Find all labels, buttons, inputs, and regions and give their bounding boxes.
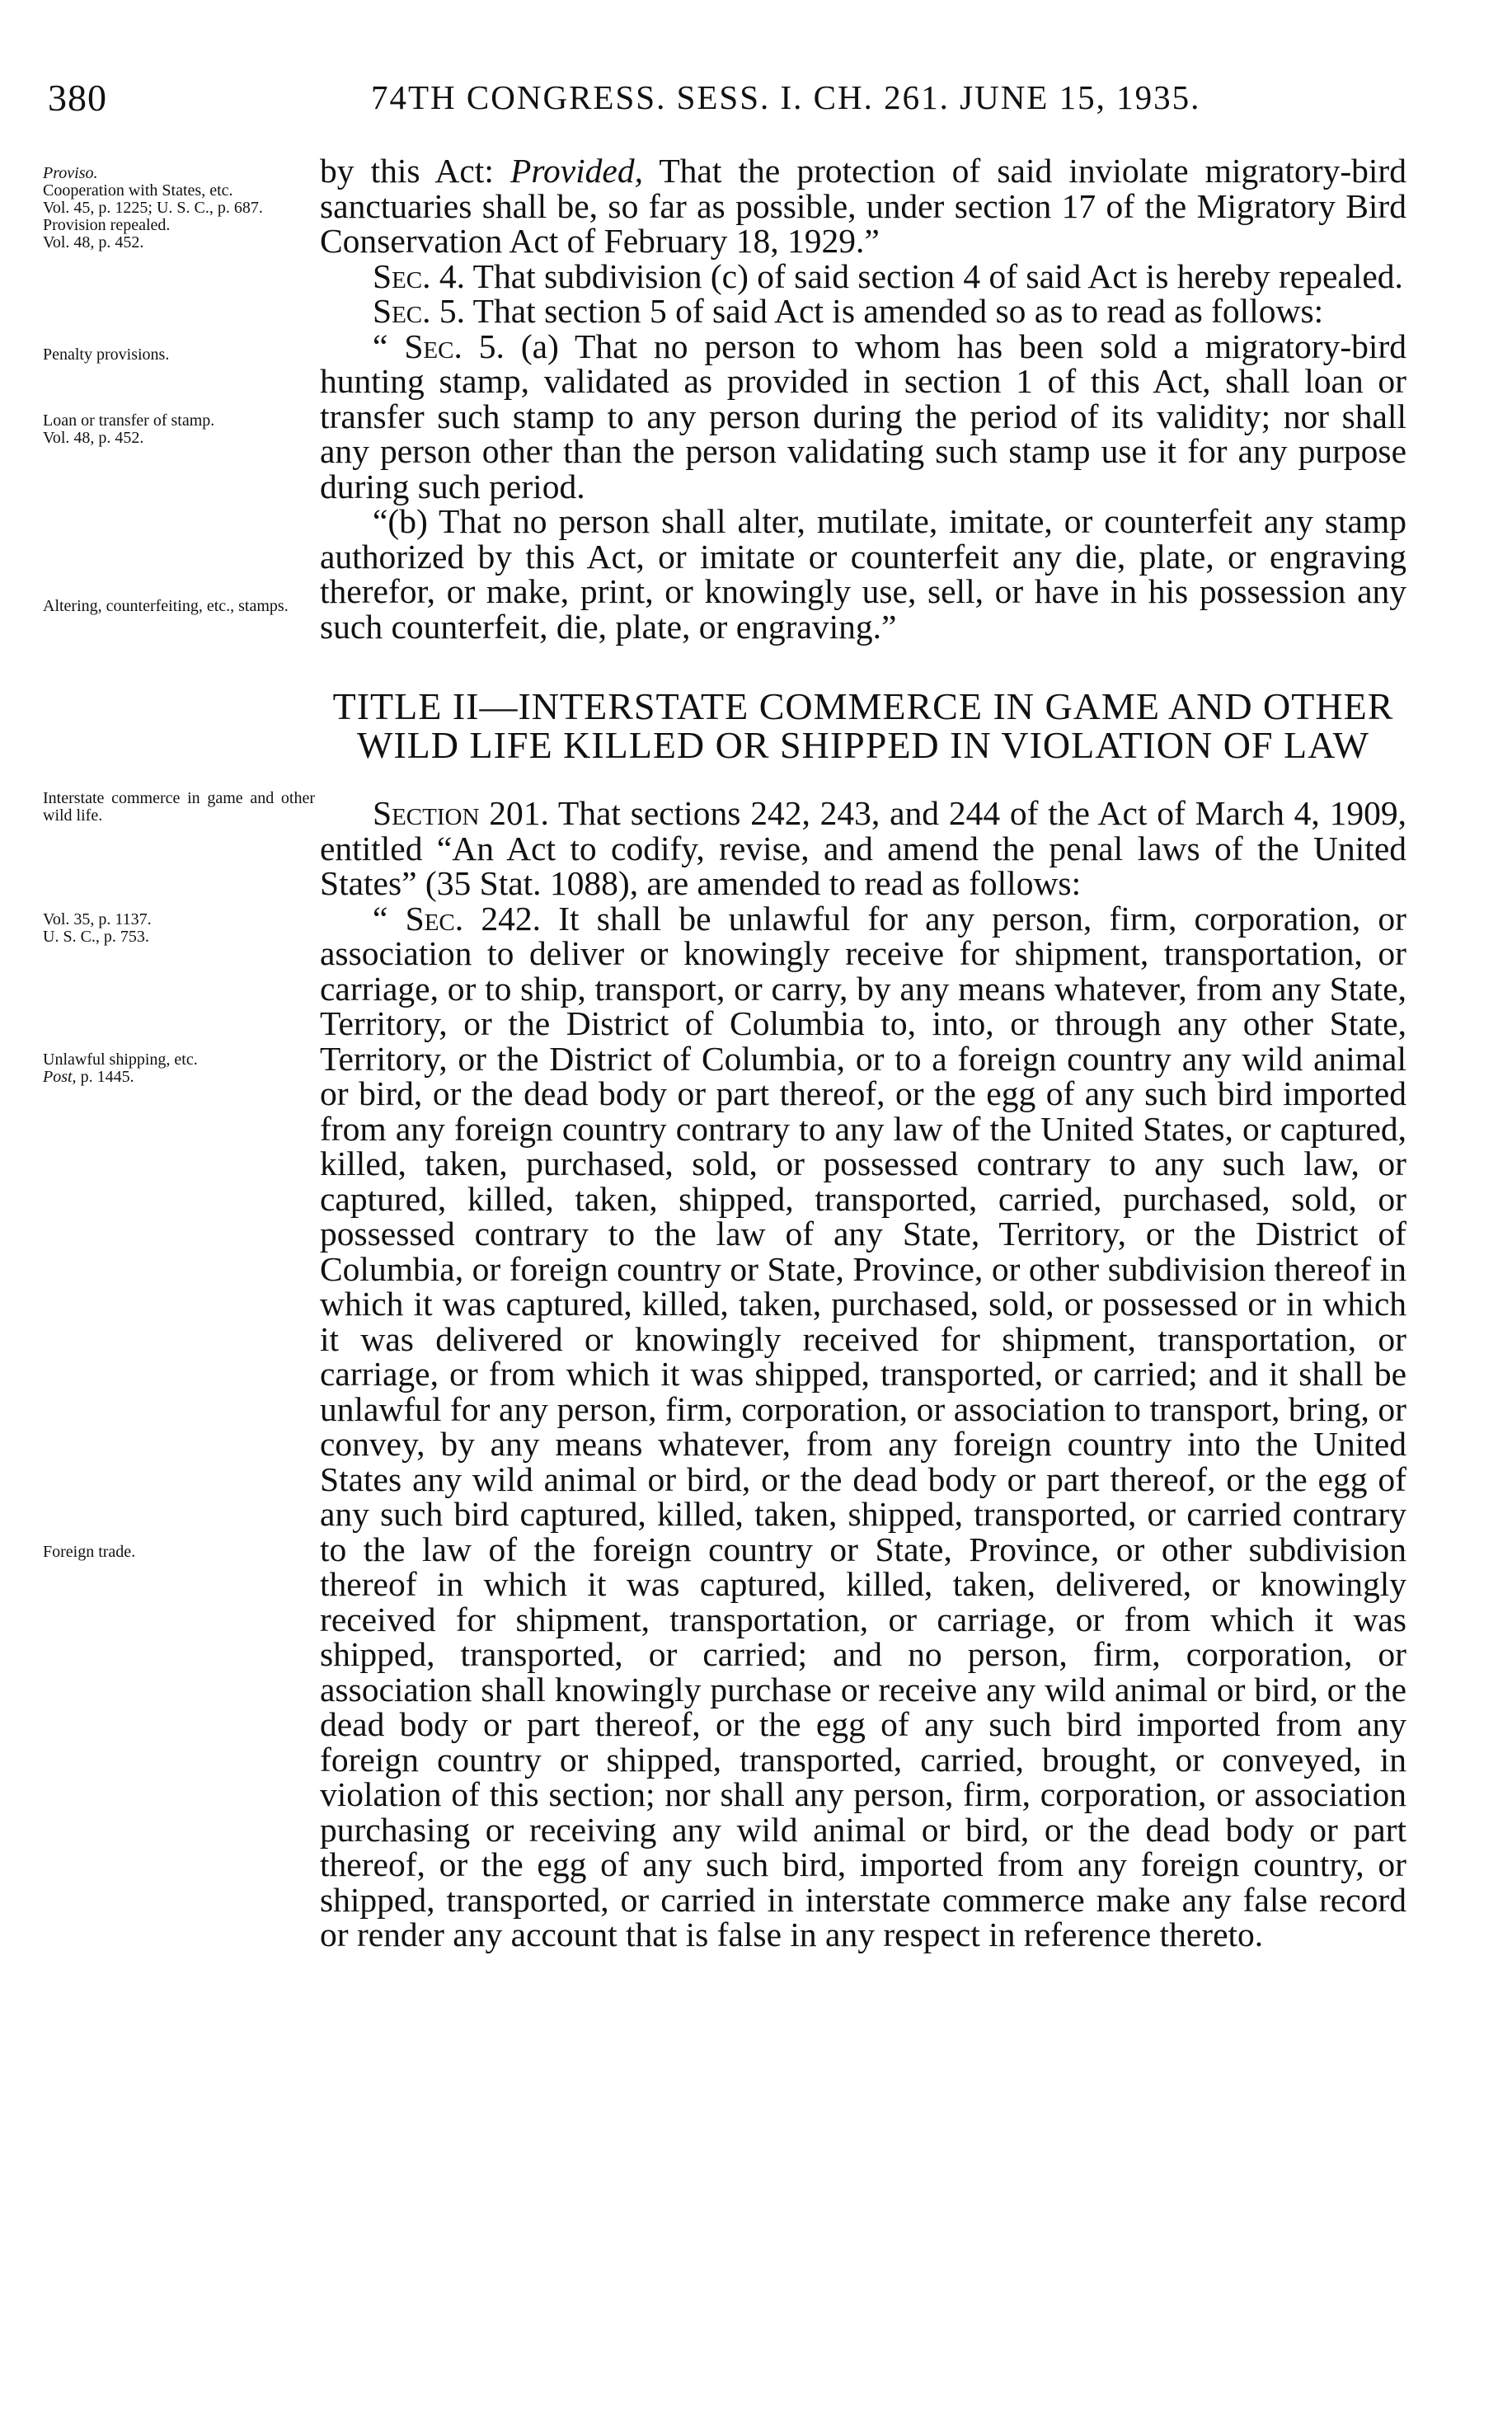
paragraph-sec242 — [320, 901, 1406, 1953]
unlawful-note: Unlawful shipping, etc. — [43, 1051, 198, 1069]
paragraph-proviso — [320, 153, 1406, 259]
margin-note-penalty — [43, 346, 315, 364]
sec242-label: Sec. 242. — [405, 899, 541, 938]
interstate-note: Interstate commerce in game and other wild life. — [43, 789, 315, 825]
post-italic: Post, — [43, 1068, 77, 1086]
paragraph-sec4 — [320, 256, 1406, 295]
foreign-note: Foreign trade. — [43, 1543, 136, 1561]
sec4-text: That subdivision (c) of said section 4 of said Act is hereby repealed. — [465, 256, 1403, 295]
page-number: 380 — [48, 77, 107, 119]
usc-note: U. S. C., p. 753. — [43, 928, 149, 946]
altering-note: Altering, counterfeiting, etc., stamps. — [43, 597, 289, 615]
p1-text-a: by this Act: — [320, 152, 510, 190]
sec242-quote: “ — [373, 899, 406, 938]
margin-note-proviso — [43, 165, 315, 251]
paragraph-sec5 — [320, 294, 1406, 329]
margin-note-vol35 — [43, 911, 315, 946]
sec5a-label: Sec. 5. — [404, 327, 505, 365]
sec242-text: It shall be unlawful for any person, firm, corporation, or association to deliver or knowingly receive for shipment, transportation, or carriage, or to ship, transport, or carry, by any means whatever, from any State, Territory, or the District of Columbia to, into, or through any other State, Territory, or the District of Columbia, or to a foreign country any wild animal or bird, or the dead body or part thereof, or the egg of any such bird imported from any foreign country contrary to any law of the United States, or captured, killed, taken, purchased, sold, or possessed contrary to any such law, or captured, killed, taken, shipped, transported, carried, purchased, sold, or possessed contrary to the law of any State, Territory, or the District of Columbia, or foreign country or State, Province, or other subdivision thereof in which it was captured, killed, taken, purchased, sold, or possessed or in which it was delivered or knowingly received for shipment, transportation, or carriage, or from which it was shipped, transported, or carried; and it shall be unlawful for any person, firm, corporation, or association to transport, bring, or convey, by any means whatever, from any foreign country into the United States any wild animal or bird, or the dead body or part thereof, or the egg of any such bird captured, killed, taken, shipped, transported, or carried contrary to the law of the foreign country or State, Province, or other subdivision thereof in which it was captured, killed, taken, delivered, or knowingly received for shipment, transportation, or carriage, or from which it was shipped, transported, or carried; and no person, firm, corporation, or association shall knowingly purchase or receive any wild animal or bird, or the dead body or part thereof, or the egg of any such bird imported from any foreign country or shipped, transported, carried, brought, or conveyed, in violation of this section; nor shall any person, firm, corporation, or association purchasing or receiving any wild animal or bird, or the dead body or part thereof, or the egg of any such bird, imported from any foreign country, or shipped, transported, or carried in interstate commerce make any false record or render any account that is false in any respect in reference thereto. — [320, 899, 1406, 1953]
sec5a-quote: “ — [373, 327, 405, 365]
page-header — [48, 76, 1400, 134]
paragraph-sec5a — [320, 329, 1406, 505]
cooperation-ref-note: Vol. 45, p. 1225; U. S. C., p. 687. — [43, 199, 263, 217]
loan-ref-note: Vol. 48, p. 452. — [43, 429, 144, 447]
sec5-label: Sec. 5. — [373, 292, 466, 330]
sec201-text: That sections 242, 243, and 244 of the Act of March 4, 1909, entitled “An Act to codify, revise, and amend the penal laws of the United States” (35 Stat. 1088), are amended to read as follows: — [320, 794, 1406, 902]
proviso-note: Proviso. — [43, 164, 98, 182]
vol35-note: Vol. 35, p. 1137. — [43, 910, 152, 928]
margin-notes — [43, 165, 315, 2325]
sec5a-text: (a) That no person to whom has been sold a migratory-bird hunting stamp, validated as provided in section 1 of this Act, shall loan or transfer such stamp to any person during the period of its validity; nor shall any person other than the person validating such stamp use it for any purpose during such period. — [320, 327, 1407, 505]
cooperation-note: Cooperation with States, etc. — [43, 181, 233, 200]
provided-italic: Provided, — [509, 152, 643, 190]
margin-note-loan — [43, 412, 315, 447]
paragraph-sec5b: “(b) That no person shall alter, mutilate, imitate, or counterfeit any stamp authorized by this Act, or imitate or counterfeit any die, plate, or engraving therefor, or make, print, or knowingly use, sell, or have in his possession any such counterfeit, die, plate, or engraving.” — [320, 502, 1406, 646]
post-ref: p. 1445. — [80, 1068, 134, 1086]
p1-text-b: That the protection of said inviolate migratory-bird sanctuaries shall be, so far as possible, under section 17 of the Migratory Bird Conservation Act of February 18, 1929.” — [320, 152, 1406, 260]
sec201-label: Section 201. — [373, 794, 549, 832]
margin-note-unlawful — [43, 1051, 315, 1086]
sec4-label: Sec. 4. — [373, 256, 466, 295]
main-text — [320, 153, 1406, 1953]
provision-repealed-note: Provision repealed. — [43, 216, 171, 234]
paragraph-sec201 — [320, 796, 1406, 901]
running-head: 74TH CONGRESS. SESS. I. CH. 261. JUNE 15, 1935. — [371, 78, 1201, 116]
margin-note-foreign — [43, 1544, 315, 1561]
loan-note: Loan or transfer of stamp. — [43, 411, 215, 430]
post-note — [43, 1069, 315, 1086]
penalty-note: Penalty provisions. — [43, 345, 170, 364]
sec5-text: That section 5 of said Act is amended so as to read as follows: — [465, 292, 1324, 330]
title-ii-heading: TITLE II—INTERSTATE COMMERCE IN GAME AND OTHER WILD LIFE KILLED OR SHIPPED IN VIOLATION OF LAW — [332, 685, 1394, 766]
margin-note-interstate — [43, 790, 315, 825]
margin-note-altering — [43, 598, 315, 615]
provision-repealed-ref-note: Vol. 48, p. 452. — [43, 233, 144, 251]
